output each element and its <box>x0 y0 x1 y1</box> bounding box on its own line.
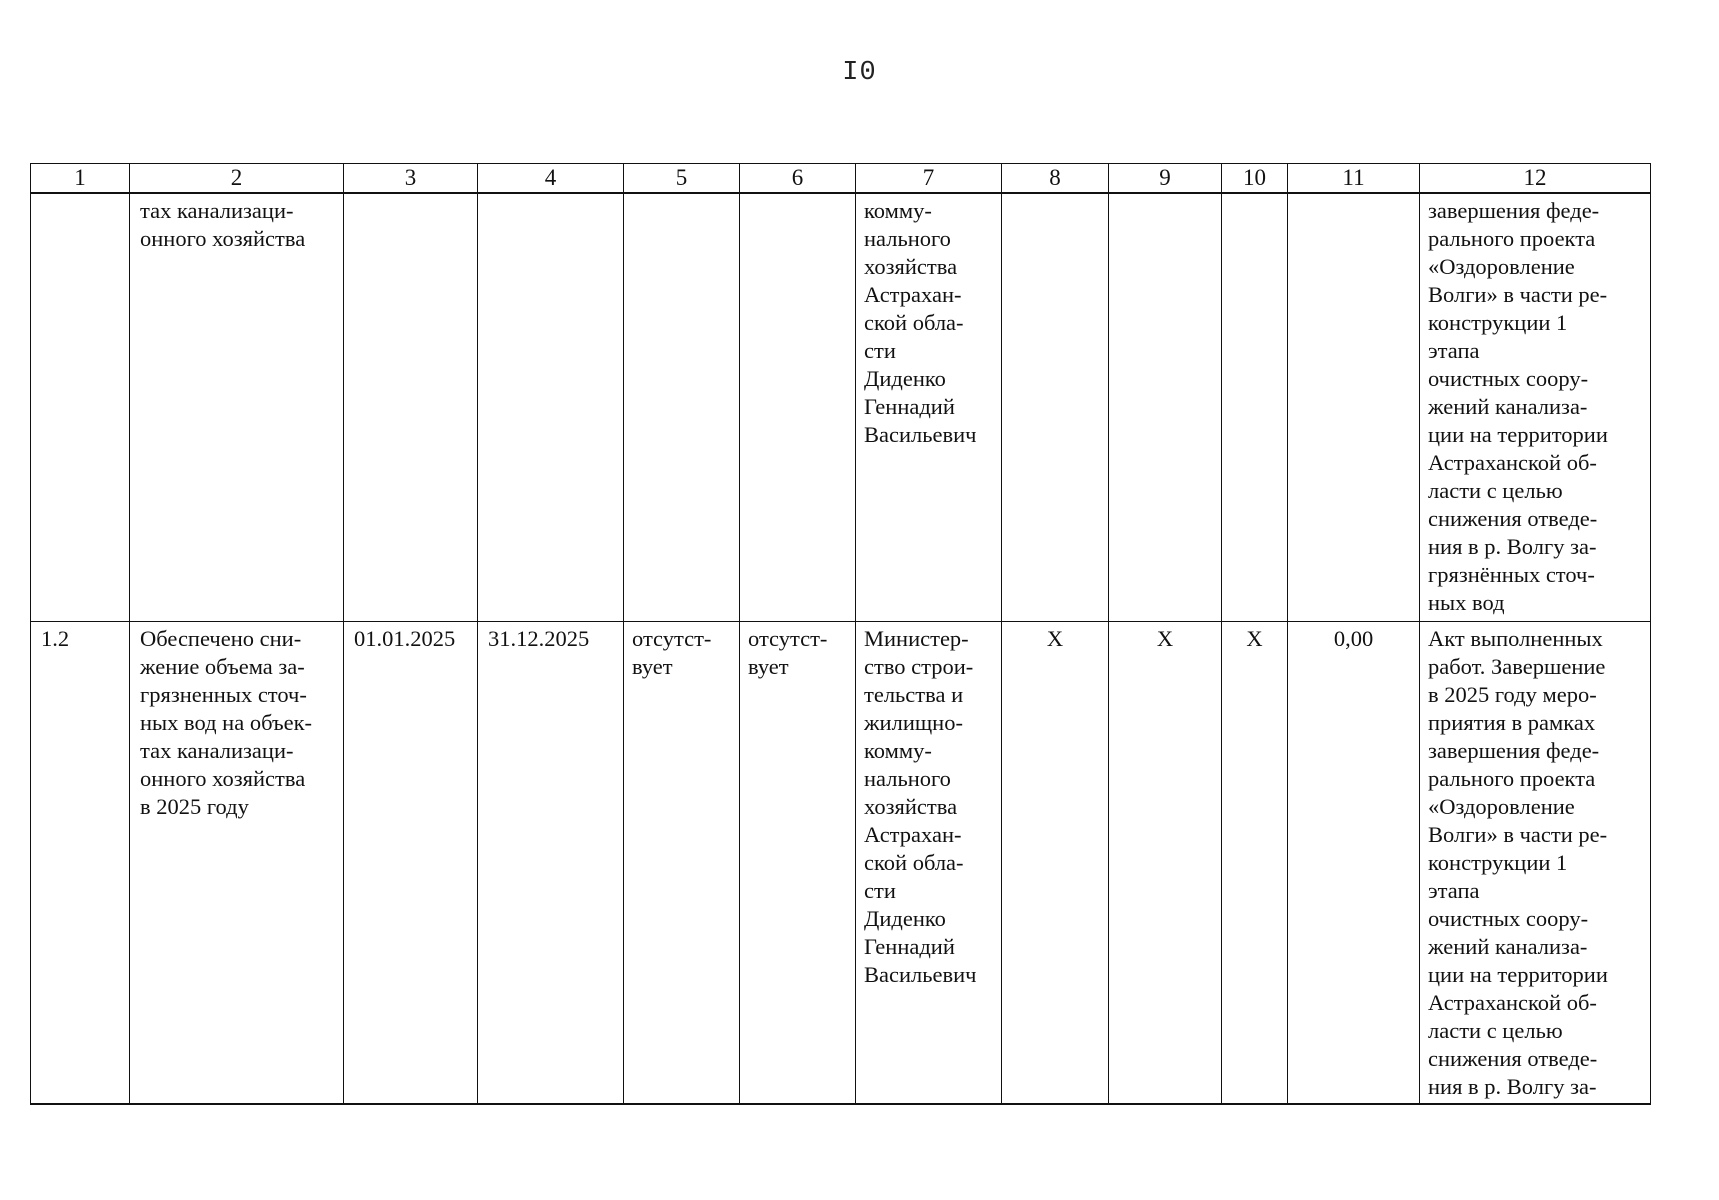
cell-result: Акт выполненных работ. Завершение в 2025 году меро- приятия в рамках завершения феде- рального проекта «Оздоровление Волги» в части ре- конструкции 1 этапа очистных соору- жений канализа- ции на территории Астраханской об- ласти с целью снижения отведе- ния в р. Волгу за- <box>1420 622 1651 1105</box>
table-row <box>31 622 1651 1105</box>
column-header-10: 10 <box>1222 164 1288 194</box>
cell-col11: 0,00 <box>1288 622 1420 1105</box>
cell-col9 <box>1109 193 1222 622</box>
cell-col6: отсутст- вует <box>740 622 856 1105</box>
cell-col11 <box>1288 193 1420 622</box>
cell-start-date: 01.01.2025 <box>344 622 478 1105</box>
cell-col10: X <box>1222 622 1288 1105</box>
column-header-11: 11 <box>1288 164 1420 194</box>
cell-col8 <box>1002 193 1109 622</box>
cell-start-date <box>344 193 478 622</box>
cell-end-date <box>478 193 624 622</box>
cell-responsible: комму- нального хозяйства Астрахан- ской обла- сти Диденко Геннадий Васильевич <box>856 193 1002 622</box>
cell-responsible: Министер- ство строи- тельства и жилищно- комму- нального хозяйства Астрахан- ской обла- сти Диденко Геннадий Васильевич <box>856 622 1002 1105</box>
cell-col10 <box>1222 193 1288 622</box>
cell-col9: X <box>1109 622 1222 1105</box>
table-header <box>31 164 1651 194</box>
column-header-9: 9 <box>1109 164 1222 194</box>
cell-col5: отсутст- вует <box>624 622 740 1105</box>
cell-number <box>31 193 130 622</box>
cell-col5 <box>624 193 740 622</box>
column-header-7: 7 <box>856 164 1002 194</box>
column-header-3: 3 <box>344 164 478 194</box>
header-row <box>31 164 1651 194</box>
page-number: I0 <box>842 58 877 88</box>
column-header-2: 2 <box>130 164 344 194</box>
column-header-4: 4 <box>478 164 624 194</box>
cell-number: 1.2 <box>31 622 130 1105</box>
column-header-8: 8 <box>1002 164 1109 194</box>
column-header-12: 12 <box>1420 164 1651 194</box>
cell-description: тах канализаци- онного хозяйства <box>130 193 344 622</box>
cell-result: завершения феде- рального проекта «Оздоровление Волги» в части ре- конструкции 1 этапа очистных соору- жений канализа- ции на территории Астраханской об- ласти с целью снижения отведе- ния в р. Волгу за- грязнённых сточ- ных вод <box>1420 193 1651 622</box>
cell-description: Обеспечено сни- жение объема за- грязненных сточ- ных вод на объек- тах канализаци- онного хозяйства в 2025 году <box>130 622 344 1105</box>
plan-table <box>30 163 1651 1105</box>
column-header-5: 5 <box>624 164 740 194</box>
table-row <box>31 193 1651 622</box>
cell-end-date: 31.12.2025 <box>478 622 624 1105</box>
cell-col6 <box>740 193 856 622</box>
column-header-1: 1 <box>31 164 130 194</box>
cell-col8: X <box>1002 622 1109 1105</box>
column-header-6: 6 <box>740 164 856 194</box>
